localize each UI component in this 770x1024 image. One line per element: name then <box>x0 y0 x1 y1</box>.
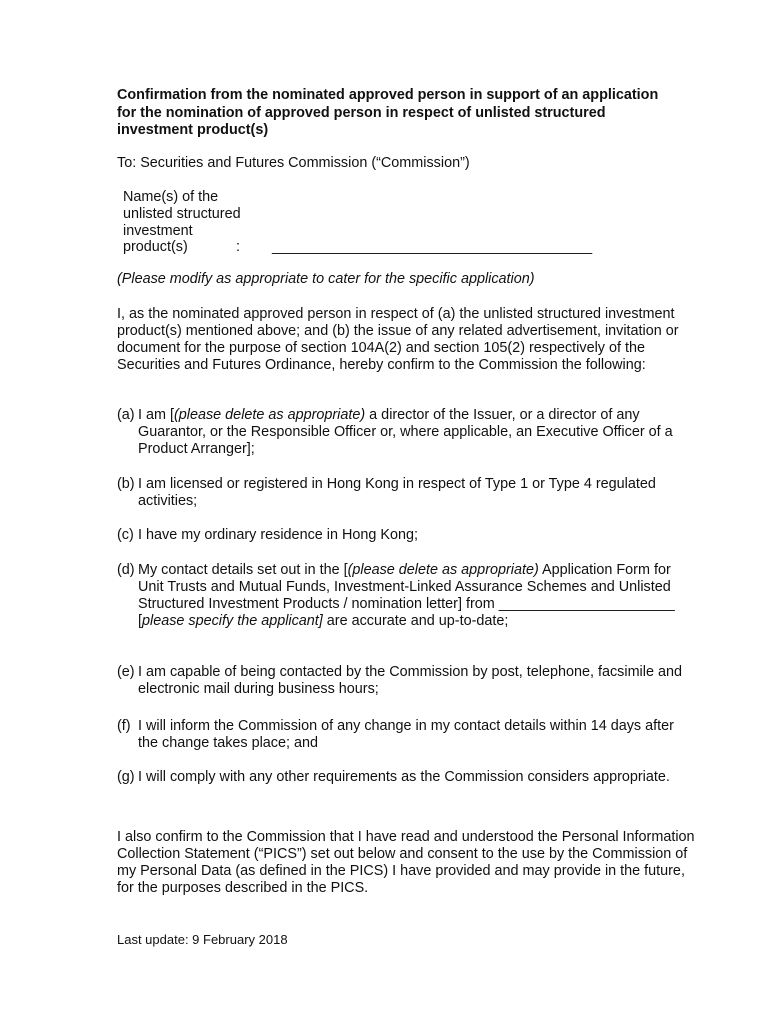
item-marker: (c) <box>117 527 134 543</box>
document-title: Confirmation from the nominated approved person in support of an application for the nomination of approved person in respect of unlisted structured investment product(s) <box>117 87 659 138</box>
product-name-label-line: Name(s) of the <box>123 189 219 205</box>
item-a <box>117 407 697 458</box>
addressee-line: To: Securities and Futures Commission (“Commission”) <box>117 155 470 171</box>
product-name-label <box>123 189 263 256</box>
last-update-footer: Last update: 9 February 2018 <box>117 932 288 947</box>
item-text: I will comply with any other requirements as the Commission considers appropriate. <box>138 769 670 785</box>
item-f <box>117 718 697 752</box>
item-d <box>117 562 697 630</box>
product-name-label-line: investment <box>123 222 193 239</box>
item-e <box>117 664 697 698</box>
product-name-colon: : <box>236 239 240 255</box>
product-name-label-line: unlisted structured <box>123 205 241 222</box>
item-text: I will inform the Commission of any change in my contact details within 14 days after the change takes place; and <box>138 718 674 751</box>
item-text: are accurate and up-to-date; <box>322 612 509 629</box>
product-name-blank: ________________________________________ <box>272 239 593 255</box>
item-italic-text: please specify the applicant] <box>142 612 323 629</box>
item-marker: (d) <box>117 562 135 578</box>
intro-paragraph: I, as the nominated approved person in respect of (a) the unlisted structured investment product(s) mentioned above; and (b) the issue of any related advertisement, invitation or document for the purpose of section 104A(2) and section 105(2) respectively of the Securities and Futures Ordinance, hereby confirm to the Commission the following: <box>117 306 679 373</box>
item-text: I am capable of being contacted by the Commission by post, telephone, facsimile and electronic mail during business hours; <box>138 664 682 697</box>
item-italic-text: (please delete as appropriate) <box>347 562 539 578</box>
item-text: I am [ <box>138 407 174 423</box>
item-marker: (g) <box>117 769 135 785</box>
modify-note: (Please modify as appropriate to cater for the specific application) <box>117 271 535 287</box>
item-text: I have my ordinary residence in Hong Kong; <box>138 527 418 543</box>
item-text: Application Form for Unit Trusts and Mutual Funds, Investment-Linked Assurance Schemes and Unlisted Structured Investment Products / nomination letter] from ______________________ [ <box>138 562 675 629</box>
closing-paragraph: I also confirm to the Commission that I have read and understood the Personal Information Collection Statement (“PICS”) set out below and consent to the use by the Commission of my Personal Data (as defined in the PICS) I have provided and may provide in the future, for the purposes described in the PICS. <box>117 829 695 896</box>
item-c <box>117 527 697 544</box>
item-marker: (b) <box>117 476 135 492</box>
item-marker: (a) <box>117 407 135 423</box>
item-text: I am licensed or registered in Hong Kong in respect of Type 1 or Type 4 regulated activities; <box>138 476 656 509</box>
item-b <box>117 476 697 510</box>
item-text: My contact details set out in the [ <box>138 562 348 578</box>
product-name-label-line: product(s) <box>123 239 188 256</box>
item-marker: (f) <box>117 718 131 734</box>
item-marker: (e) <box>117 664 135 680</box>
item-g <box>117 769 697 786</box>
item-italic-text: (please delete as appropriate) <box>173 407 366 423</box>
item-text: a director of the Issuer, or a director of any Guarantor, or the Responsible Officer or, where applicable, an Executive Officer of a Product Arranger]; <box>138 407 673 457</box>
